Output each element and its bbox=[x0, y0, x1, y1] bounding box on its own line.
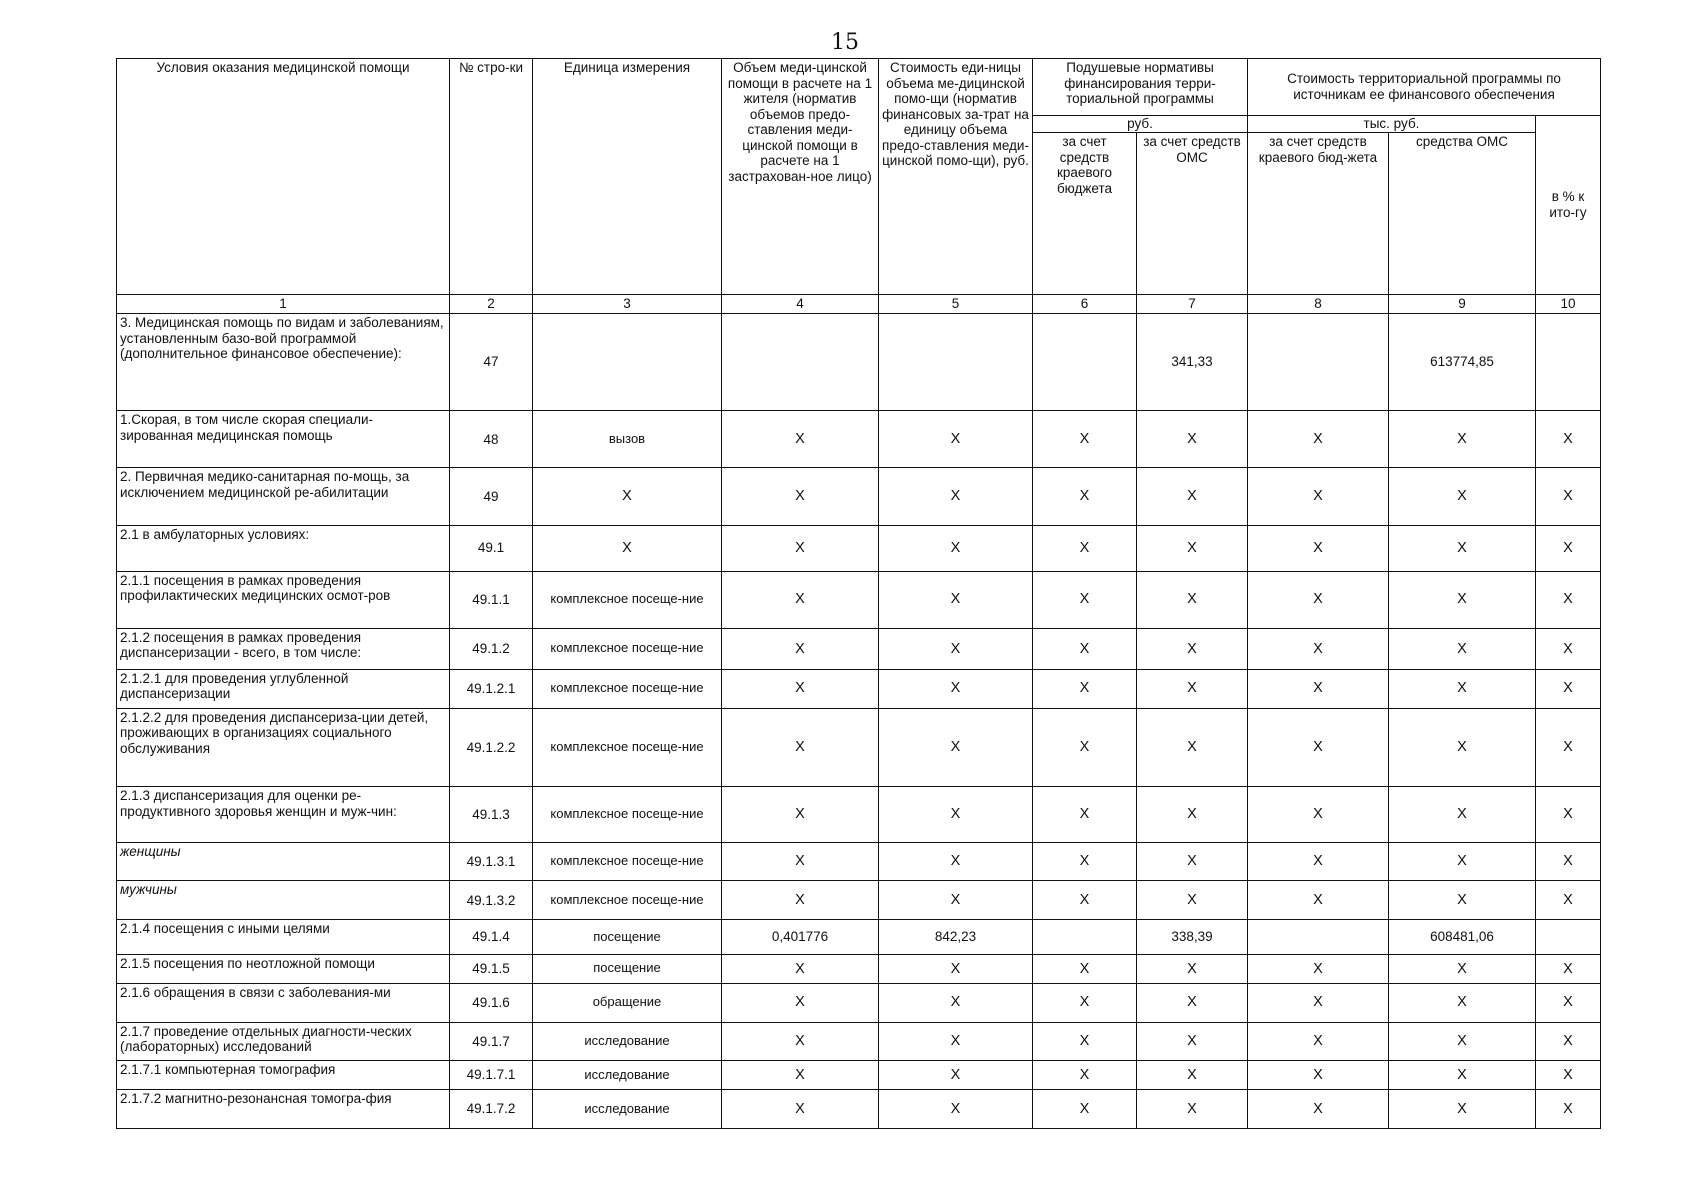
regional-cost-cell: X bbox=[1248, 1089, 1389, 1128]
unit-cost-cell: 842,23 bbox=[879, 920, 1033, 955]
unit-cell: комплексное посеще-ние bbox=[533, 628, 722, 669]
percent-cell: X bbox=[1536, 1061, 1601, 1090]
unit-cell: комплексное посеще-ние bbox=[533, 571, 722, 628]
condition-cell: 2.1.7.1 компьютерная томография bbox=[117, 1061, 450, 1090]
table-row bbox=[117, 708, 1601, 787]
row-number-cell: 49.1.1 bbox=[450, 571, 533, 628]
page-number: 15 bbox=[831, 30, 859, 55]
unit-cell: X bbox=[533, 468, 722, 525]
table-row bbox=[117, 955, 1601, 984]
table-row bbox=[117, 571, 1601, 628]
oms-cost-cell: X bbox=[1389, 1089, 1536, 1128]
header-volume: Объем меди-цинской помощи в расчете на 1 жителя (норматив объемов предо-ставления меди-цинской помощи в расчете на 1 застрахован-ное лицо) bbox=[722, 59, 879, 295]
percent-cell: X bbox=[1536, 571, 1601, 628]
condition-cell: 2.1.4 посещения с иными целями bbox=[117, 920, 450, 955]
condition-cell: 2.1.5 посещения по неотложной помощи bbox=[117, 955, 450, 984]
column-number: 3 bbox=[533, 295, 722, 314]
row-number-cell: 49.1.5 bbox=[450, 955, 533, 984]
row-number-cell: 49.1.6 bbox=[450, 983, 533, 1022]
percent-cell: X bbox=[1536, 525, 1601, 571]
row-number-cell: 49.1.4 bbox=[450, 920, 533, 955]
regional-per-capita-cell: X bbox=[1033, 1061, 1137, 1090]
header-unit: Единица измерения bbox=[533, 59, 722, 295]
oms-per-capita-cell: X bbox=[1137, 842, 1248, 881]
unit-cell: исследование bbox=[533, 1061, 722, 1090]
condition-cell: 2.1 в амбулаторных условиях: bbox=[117, 525, 450, 571]
regional-cost-cell: X bbox=[1248, 525, 1389, 571]
unit-cost-cell bbox=[879, 314, 1033, 411]
condition-cell: 2. Первичная медико-санитарная по-мощь, за исключением медицинской ре-абилитации bbox=[117, 468, 450, 525]
row-number-cell: 49.1.7.1 bbox=[450, 1061, 533, 1090]
percent-cell: X bbox=[1536, 1089, 1601, 1128]
regional-per-capita-cell: X bbox=[1033, 411, 1137, 468]
table-row bbox=[117, 314, 1601, 411]
condition-cell: мужчины bbox=[117, 881, 450, 920]
volume-cell: X bbox=[722, 1061, 879, 1090]
unit-cost-cell: X bbox=[879, 571, 1033, 628]
oms-cost-cell: 608481,06 bbox=[1389, 920, 1536, 955]
oms-cost-cell: X bbox=[1389, 1022, 1536, 1061]
volume-cell: X bbox=[722, 1022, 879, 1061]
volume-cell: X bbox=[722, 787, 879, 842]
row-number-cell: 49.1.2.1 bbox=[450, 669, 533, 708]
unit-cell: обращение bbox=[533, 983, 722, 1022]
header-regional-budget-funds: за счет средств краевого бюд-жета bbox=[1248, 133, 1389, 295]
volume-cell: X bbox=[722, 628, 879, 669]
regional-cost-cell bbox=[1248, 314, 1389, 411]
unit-cell: посещение bbox=[533, 955, 722, 984]
regional-per-capita-cell: X bbox=[1033, 983, 1137, 1022]
oms-cost-cell: X bbox=[1389, 955, 1536, 984]
table-body bbox=[117, 314, 1601, 1129]
row-number-cell: 49 bbox=[450, 468, 533, 525]
table-row bbox=[117, 1089, 1601, 1128]
oms-per-capita-cell: 341,33 bbox=[1137, 314, 1248, 411]
unit-cost-cell: X bbox=[879, 842, 1033, 881]
unit-cell: комплексное посеще-ние bbox=[533, 669, 722, 708]
percent-cell: X bbox=[1536, 881, 1601, 920]
header-program-cost-unit: тыс. руб. bbox=[1248, 116, 1536, 133]
regional-per-capita-cell: X bbox=[1033, 1022, 1137, 1061]
unit-cell: вызов bbox=[533, 411, 722, 468]
percent-cell: X bbox=[1536, 983, 1601, 1022]
condition-cell: 2.1.7 проведение отдельных диагности-ческих (лабораторных) исследований bbox=[117, 1022, 450, 1061]
regional-cost-cell: X bbox=[1248, 787, 1389, 842]
oms-per-capita-cell: X bbox=[1137, 955, 1248, 984]
row-number-cell: 49.1 bbox=[450, 525, 533, 571]
oms-per-capita-cell: X bbox=[1137, 411, 1248, 468]
regional-per-capita-cell: X bbox=[1033, 669, 1137, 708]
volume-cell: 0,401776 bbox=[722, 920, 879, 955]
column-number: 9 bbox=[1389, 295, 1536, 314]
regional-per-capita-cell: X bbox=[1033, 468, 1137, 525]
header-unit-cost: Стоимость еди-ницы объема ме-дицинской помо-щи (норматив финансовых за-трат на единицу объема предо-ставления меди-цинской помо-щи), руб. bbox=[879, 59, 1033, 295]
oms-per-capita-cell: X bbox=[1137, 669, 1248, 708]
unit-cell: посещение bbox=[533, 920, 722, 955]
header-conditions: Условия оказания медицинской помощи bbox=[117, 59, 450, 295]
regional-per-capita-cell: X bbox=[1033, 955, 1137, 984]
percent-cell: X bbox=[1536, 787, 1601, 842]
table-row bbox=[117, 411, 1601, 468]
regional-cost-cell bbox=[1248, 920, 1389, 955]
condition-cell: женщины bbox=[117, 842, 450, 881]
volume-cell: X bbox=[722, 669, 879, 708]
oms-cost-cell: X bbox=[1389, 468, 1536, 525]
unit-cost-cell: X bbox=[879, 1061, 1033, 1090]
percent-cell: X bbox=[1536, 411, 1601, 468]
table-row bbox=[117, 842, 1601, 881]
volume-cell: X bbox=[722, 525, 879, 571]
regional-per-capita-cell: X bbox=[1033, 842, 1137, 881]
unit-cost-cell: X bbox=[879, 628, 1033, 669]
table-row bbox=[117, 787, 1601, 842]
table-row bbox=[117, 920, 1601, 955]
oms-per-capita-cell: 338,39 bbox=[1137, 920, 1248, 955]
oms-per-capita-cell: X bbox=[1137, 787, 1248, 842]
unit-cell: X bbox=[533, 525, 722, 571]
oms-cost-cell: 613774,85 bbox=[1389, 314, 1536, 411]
unit-cell: исследование bbox=[533, 1022, 722, 1061]
oms-cost-cell: X bbox=[1389, 983, 1536, 1022]
oms-cost-cell: X bbox=[1389, 787, 1536, 842]
row-number-cell: 49.1.3 bbox=[450, 787, 533, 842]
volume-cell: X bbox=[722, 881, 879, 920]
regional-per-capita-cell: X bbox=[1033, 571, 1137, 628]
percent-cell: X bbox=[1536, 1022, 1601, 1061]
table-row bbox=[117, 628, 1601, 669]
unit-cost-cell: X bbox=[879, 983, 1033, 1022]
header-per-capita-unit: руб. bbox=[1033, 116, 1248, 133]
percent-cell: X bbox=[1536, 468, 1601, 525]
column-number: 6 bbox=[1033, 295, 1137, 314]
unit-cell: комплексное посеще-ние bbox=[533, 881, 722, 920]
unit-cost-cell: X bbox=[879, 787, 1033, 842]
table-row bbox=[117, 1061, 1601, 1090]
unit-cost-cell: X bbox=[879, 411, 1033, 468]
unit-cost-cell: X bbox=[879, 881, 1033, 920]
regional-cost-cell: X bbox=[1248, 881, 1389, 920]
percent-cell: X bbox=[1536, 955, 1601, 984]
condition-cell: 3. Медицинская помощь по видам и заболеваниям, установленным базо-вой программой (дополнительное финансовое обеспечение): bbox=[117, 314, 450, 411]
unit-cell: комплексное посеще-ние bbox=[533, 842, 722, 881]
volume-cell: X bbox=[722, 1089, 879, 1128]
unit-cell: комплексное посеще-ние bbox=[533, 708, 722, 787]
unit-cost-cell: X bbox=[879, 955, 1033, 984]
row-number-cell: 48 bbox=[450, 411, 533, 468]
table-row bbox=[117, 525, 1601, 571]
regional-cost-cell: X bbox=[1248, 669, 1389, 708]
unit-cost-cell: X bbox=[879, 468, 1033, 525]
row-number-cell: 49.1.3.2 bbox=[450, 881, 533, 920]
oms-cost-cell: X bbox=[1389, 708, 1536, 787]
regional-per-capita-cell: X bbox=[1033, 525, 1137, 571]
oms-per-capita-cell: X bbox=[1137, 468, 1248, 525]
table-row bbox=[117, 468, 1601, 525]
volume-cell: X bbox=[722, 983, 879, 1022]
volume-cell: X bbox=[722, 842, 879, 881]
header-oms: средства ОМС bbox=[1389, 133, 1536, 295]
regional-cost-cell: X bbox=[1248, 842, 1389, 881]
oms-cost-cell: X bbox=[1389, 411, 1536, 468]
oms-cost-cell: X bbox=[1389, 1061, 1536, 1090]
regional-cost-cell: X bbox=[1248, 1061, 1389, 1090]
unit-cell: исследование bbox=[533, 1089, 722, 1128]
oms-cost-cell: X bbox=[1389, 628, 1536, 669]
table-row bbox=[117, 669, 1601, 708]
oms-per-capita-cell: X bbox=[1137, 708, 1248, 787]
row-number-cell: 49.1.7.2 bbox=[450, 1089, 533, 1128]
percent-cell: X bbox=[1536, 708, 1601, 787]
financing-table bbox=[116, 58, 1601, 1129]
table-row bbox=[117, 881, 1601, 920]
condition-cell: 2.1.2.1 для проведения углубленной диспансеризации bbox=[117, 669, 450, 708]
percent-cell: X bbox=[1536, 628, 1601, 669]
oms-per-capita-cell: X bbox=[1137, 1022, 1248, 1061]
regional-cost-cell: X bbox=[1248, 571, 1389, 628]
condition-cell: 2.1.7.2 магнитно-резонансная томогра-фия bbox=[117, 1089, 450, 1128]
row-number-cell: 49.1.2 bbox=[450, 628, 533, 669]
regional-per-capita-cell: X bbox=[1033, 1089, 1137, 1128]
volume-cell bbox=[722, 314, 879, 411]
condition-cell: 2.1.2.2 для проведения диспансериза-ции детей, проживающих в организациях социального обслуживания bbox=[117, 708, 450, 787]
column-number: 4 bbox=[722, 295, 879, 314]
oms-cost-cell: X bbox=[1389, 669, 1536, 708]
oms-per-capita-cell: X bbox=[1137, 571, 1248, 628]
regional-per-capita-cell: X bbox=[1033, 787, 1137, 842]
condition-cell: 1.Скорая, в том числе скорая специали-зированная медицинская помощь bbox=[117, 411, 450, 468]
column-number: 5 bbox=[879, 295, 1033, 314]
volume-cell: X bbox=[722, 708, 879, 787]
oms-per-capita-cell: X bbox=[1137, 628, 1248, 669]
unit-cell bbox=[533, 314, 722, 411]
regional-cost-cell: X bbox=[1248, 628, 1389, 669]
row-number-cell: 49.1.7 bbox=[450, 1022, 533, 1061]
percent-cell: X bbox=[1536, 669, 1601, 708]
oms-per-capita-cell: X bbox=[1137, 525, 1248, 571]
condition-cell: 2.1.1 посещения в рамках проведения профилактических медицинских осмот-ров bbox=[117, 571, 450, 628]
header-regional-budget: за счет средств краевого бюджета bbox=[1033, 133, 1137, 295]
regional-cost-cell: X bbox=[1248, 983, 1389, 1022]
volume-cell: X bbox=[722, 411, 879, 468]
header-oms-funds: за счет средств ОМС bbox=[1137, 133, 1248, 295]
regional-per-capita-cell bbox=[1033, 314, 1137, 411]
unit-cost-cell: X bbox=[879, 708, 1033, 787]
column-number: 7 bbox=[1137, 295, 1248, 314]
unit-cost-cell: X bbox=[879, 1022, 1033, 1061]
table-row bbox=[117, 983, 1601, 1022]
row-number-cell: 49.1.3.1 bbox=[450, 842, 533, 881]
header-per-capita: Подушевые нормативы финансирования терри-ториальной программы bbox=[1033, 59, 1248, 116]
regional-cost-cell: X bbox=[1248, 955, 1389, 984]
header-program-cost: Стоимость территориальной программы по источникам ее финансового обеспечения bbox=[1248, 59, 1601, 116]
regional-per-capita-cell bbox=[1033, 920, 1137, 955]
regional-per-capita-cell: X bbox=[1033, 628, 1137, 669]
regional-cost-cell: X bbox=[1248, 411, 1389, 468]
condition-cell: 2.1.2 посещения в рамках проведения диспансеризации - всего, в том числе: bbox=[117, 628, 450, 669]
regional-cost-cell: X bbox=[1248, 708, 1389, 787]
regional-cost-cell: X bbox=[1248, 468, 1389, 525]
column-number: 10 bbox=[1536, 295, 1601, 314]
oms-cost-cell: X bbox=[1389, 842, 1536, 881]
oms-per-capita-cell: X bbox=[1137, 1061, 1248, 1090]
unit-cost-cell: X bbox=[879, 669, 1033, 708]
oms-per-capita-cell: X bbox=[1137, 983, 1248, 1022]
percent-cell: X bbox=[1536, 842, 1601, 881]
volume-cell: X bbox=[722, 955, 879, 984]
column-number: 8 bbox=[1248, 295, 1389, 314]
regional-per-capita-cell: X bbox=[1033, 708, 1137, 787]
regional-cost-cell: X bbox=[1248, 1022, 1389, 1061]
oms-cost-cell: X bbox=[1389, 571, 1536, 628]
column-number: 2 bbox=[450, 295, 533, 314]
volume-cell: X bbox=[722, 571, 879, 628]
volume-cell: X bbox=[722, 468, 879, 525]
row-number-cell: 47 bbox=[450, 314, 533, 411]
condition-cell: 2.1.6 обращения в связи с заболевания-ми bbox=[117, 983, 450, 1022]
regional-per-capita-cell: X bbox=[1033, 881, 1137, 920]
unit-cost-cell: X bbox=[879, 525, 1033, 571]
oms-cost-cell: X bbox=[1389, 525, 1536, 571]
row-number-cell: 49.1.2.2 bbox=[450, 708, 533, 787]
oms-cost-cell: X bbox=[1389, 881, 1536, 920]
percent-cell bbox=[1536, 920, 1601, 955]
unit-cost-cell: X bbox=[879, 1089, 1033, 1128]
oms-per-capita-cell: X bbox=[1137, 1089, 1248, 1128]
unit-cell: комплексное посеще-ние bbox=[533, 787, 722, 842]
header-percent: в % к ито-гу bbox=[1536, 116, 1601, 295]
table-row bbox=[117, 1022, 1601, 1061]
header-row-no: № стро-ки bbox=[450, 59, 533, 295]
percent-cell bbox=[1536, 314, 1601, 411]
condition-cell: 2.1.3 диспансеризация для оценки ре-продуктивного здоровья женщин и муж-чин: bbox=[117, 787, 450, 842]
column-number: 1 bbox=[117, 295, 450, 314]
oms-per-capita-cell: X bbox=[1137, 881, 1248, 920]
column-numbers-row bbox=[117, 295, 1601, 314]
